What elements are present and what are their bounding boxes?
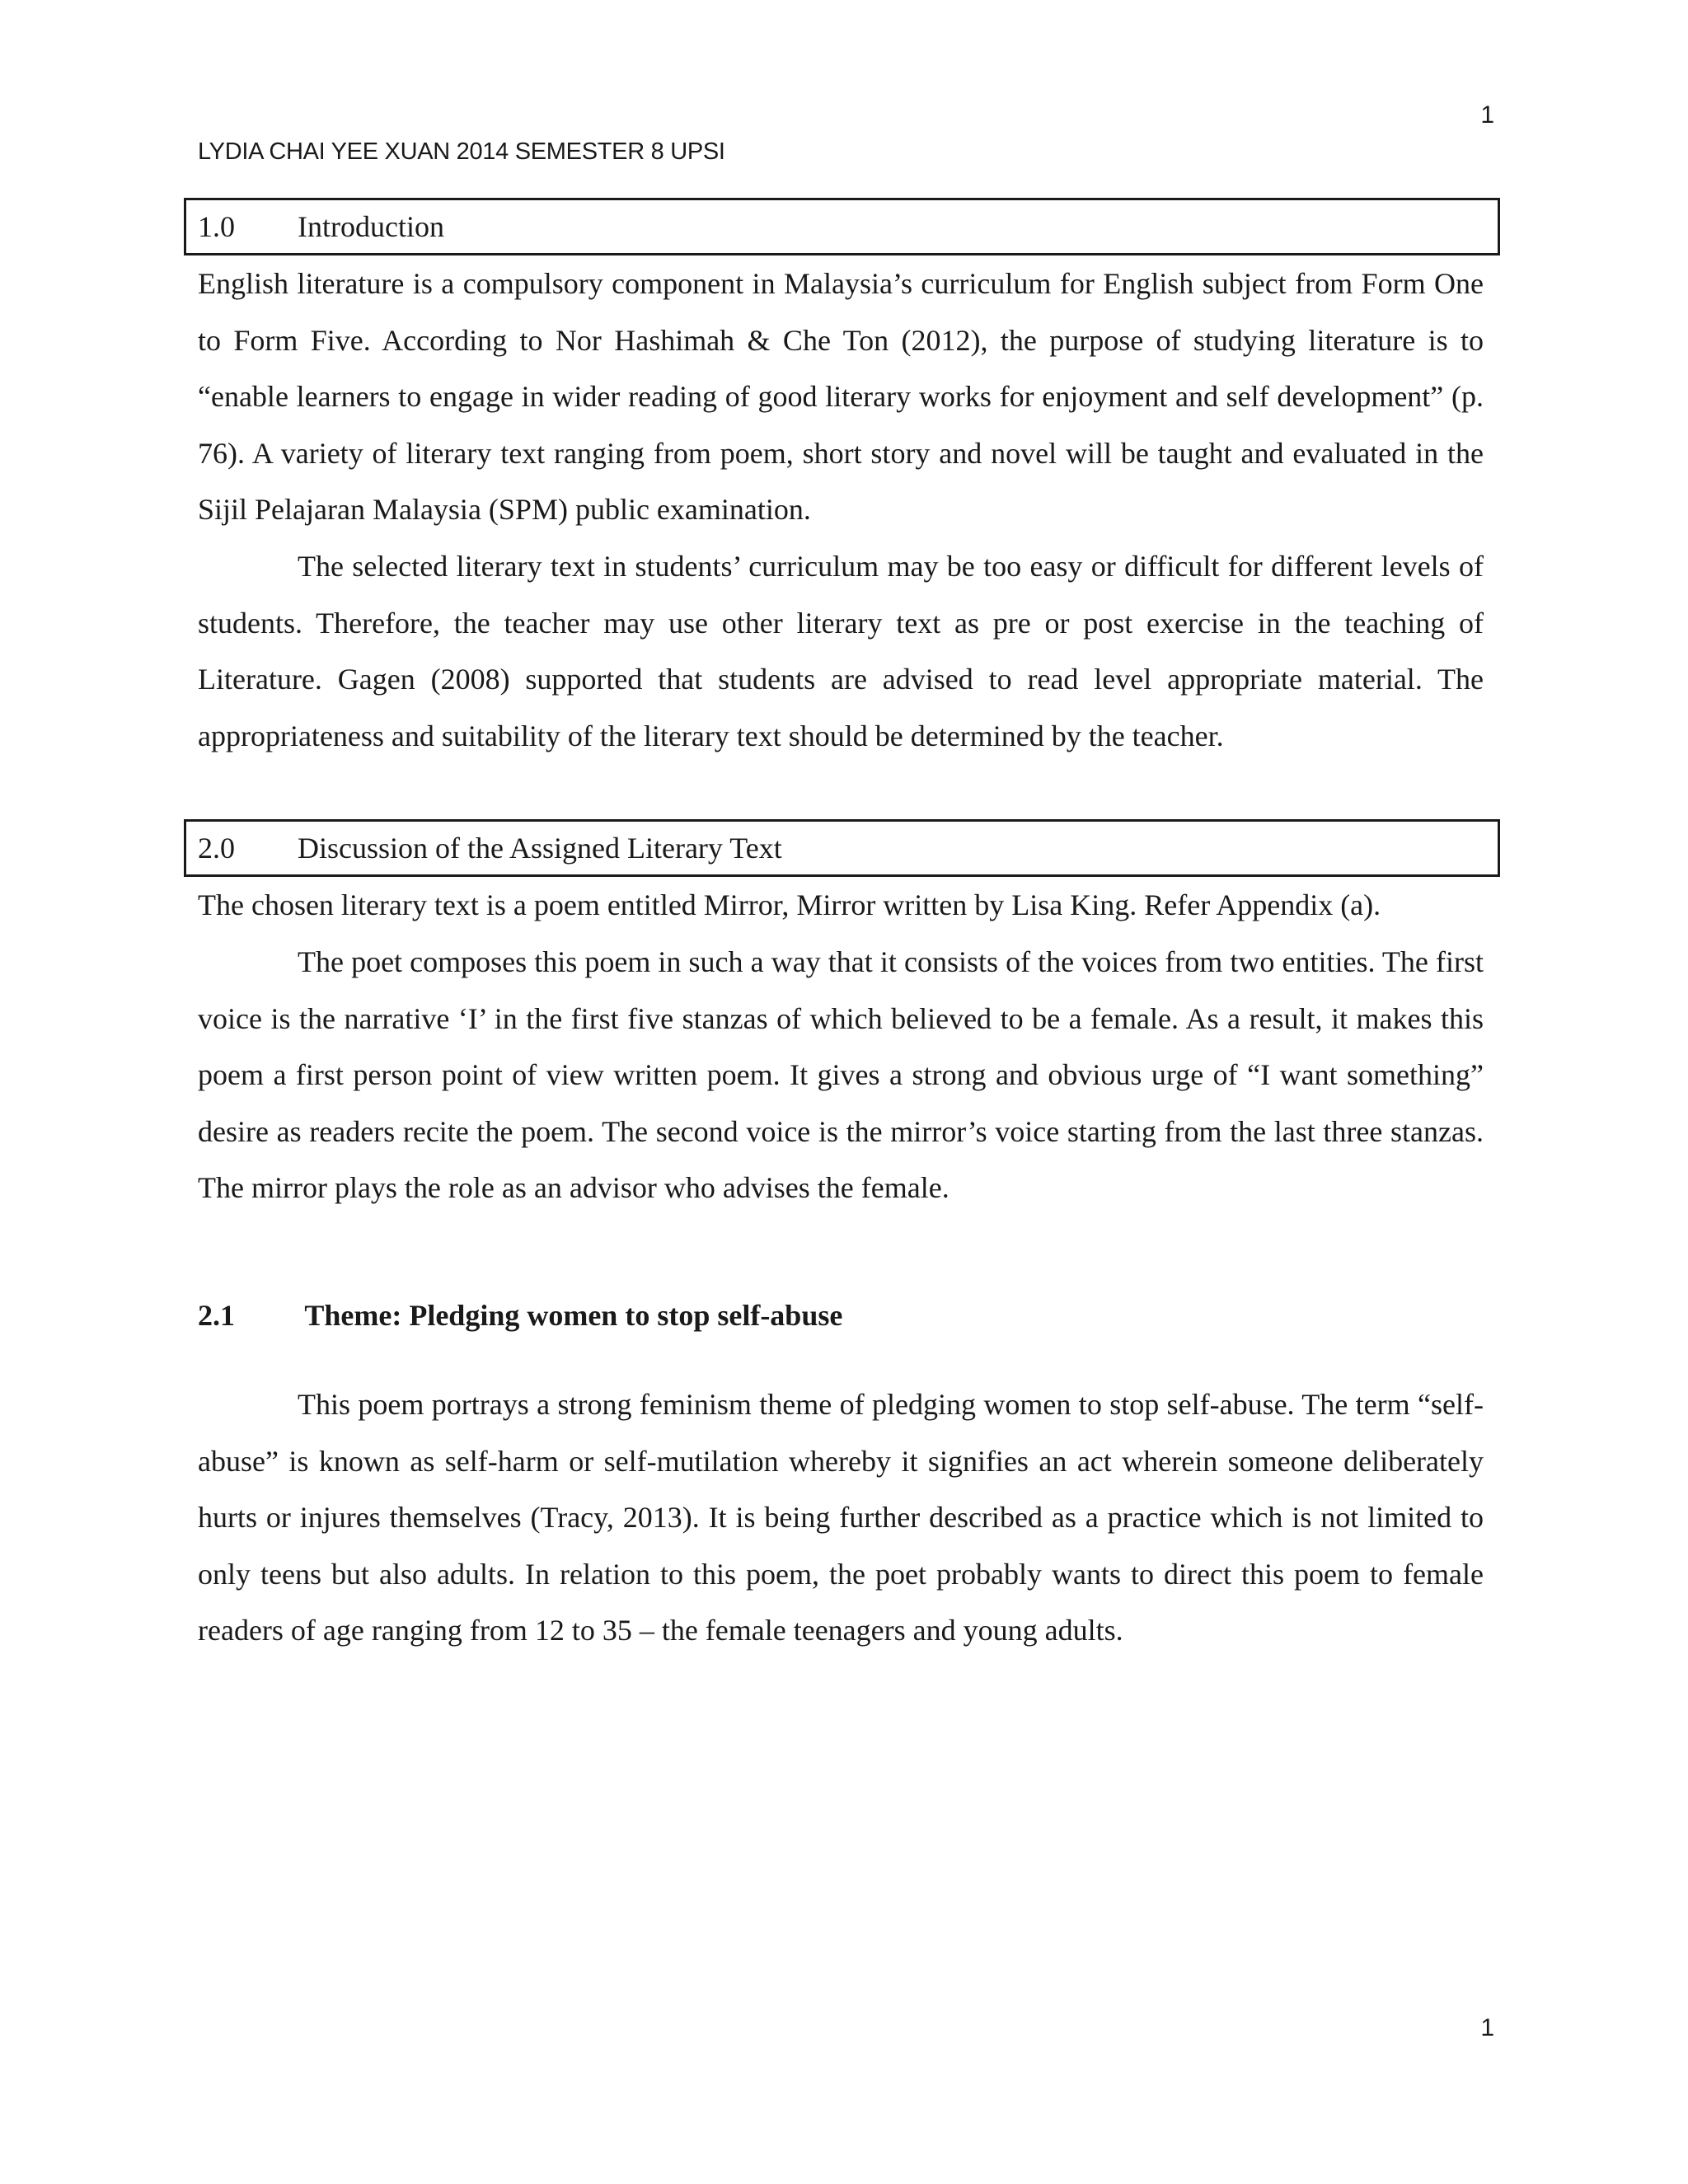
section-1-paragraph-1: English literature is a compulsory component in Malaysia’s curriculum for English subject from Form One to Form Five. According to Nor Hashimah & Che Ton (2012), the purpose of studying literature is to “enable learners to engage in wider reading of good literary works for enjoyment and self development” (p. 76). A variety of literary text ranging from poem, short story and novel will be taught and evaluated in the Sijil Pelajaran Malaysia (SPM) public examination.: [198, 267, 1484, 527]
section-2-title: Discussion of the Assigned Literary Text: [298, 832, 782, 865]
page-number-bottom: 1: [1480, 2014, 1494, 2041]
section-2-number: 2.0: [198, 832, 235, 865]
document-body: [198, 198, 1484, 1659]
spacer: [198, 1216, 1484, 1287]
spacer: [198, 764, 1484, 819]
page-number-top: 1: [1480, 101, 1494, 129]
section-2-1-heading: [198, 1287, 1484, 1343]
spacer: [198, 1343, 1484, 1376]
section-2-1-title: Theme: Pledging women to stop self-abuse: [304, 1298, 843, 1332]
section-2-paragraph-1: The chosen literary text is a poem entitled Mirror, Mirror written by Lisa King. Refer Appendix (a).: [198, 888, 1381, 922]
section-2-1-paragraph-1: This poem portrays a strong feminism theme of pledging women to stop self-abuse. The term “self-abuse” is known as self-harm or self-mutilation whereby it signifies an act wherein someone deliberately hurts or injures themselves (Tracy, 2013). It is being further described as a practice which is not limited to only teens but also adults. In relation to this poem, the poet probably wants to direct this poem to female readers of age ranging from 12 to 35 – the female teenagers and young adults.: [198, 1387, 1484, 1647]
section-2-heading: [184, 819, 1500, 877]
section-1-paragraph-2: The selected literary text in students’ curriculum may be too easy or difficult for different levels of students. Therefore, the teacher may use other literary text as pre or post exercise in the teaching of Literature. Gagen (2008) supported that students are advised to read level appropriate material. The appropriateness and suitability of the literary text should be determined by the teacher.: [198, 549, 1484, 752]
section-1-title: Introduction: [298, 210, 444, 243]
section-1-number: 1.0: [198, 210, 235, 243]
running-header: LYDIA CHAI YEE XUAN 2014 SEMESTER 8 UPSI: [198, 138, 725, 165]
section-2-paragraph-2: The poet composes this poem in such a way that it consists of the voices from two entities. The first voice is the narrative ‘I’ in the first five stanzas of which believed to be a female. As a result, it makes this poem a first person point of view written poem. It gives a strong and obvious urge of “I want something” desire as readers recite the poem. The second voice is the mirror’s voice starting from the last three stanzas. The mirror plays the role as an advisor who advises the female.: [198, 944, 1484, 1205]
section-2-1-number: 2.1: [198, 1298, 235, 1332]
section-1-heading: [184, 198, 1500, 255]
